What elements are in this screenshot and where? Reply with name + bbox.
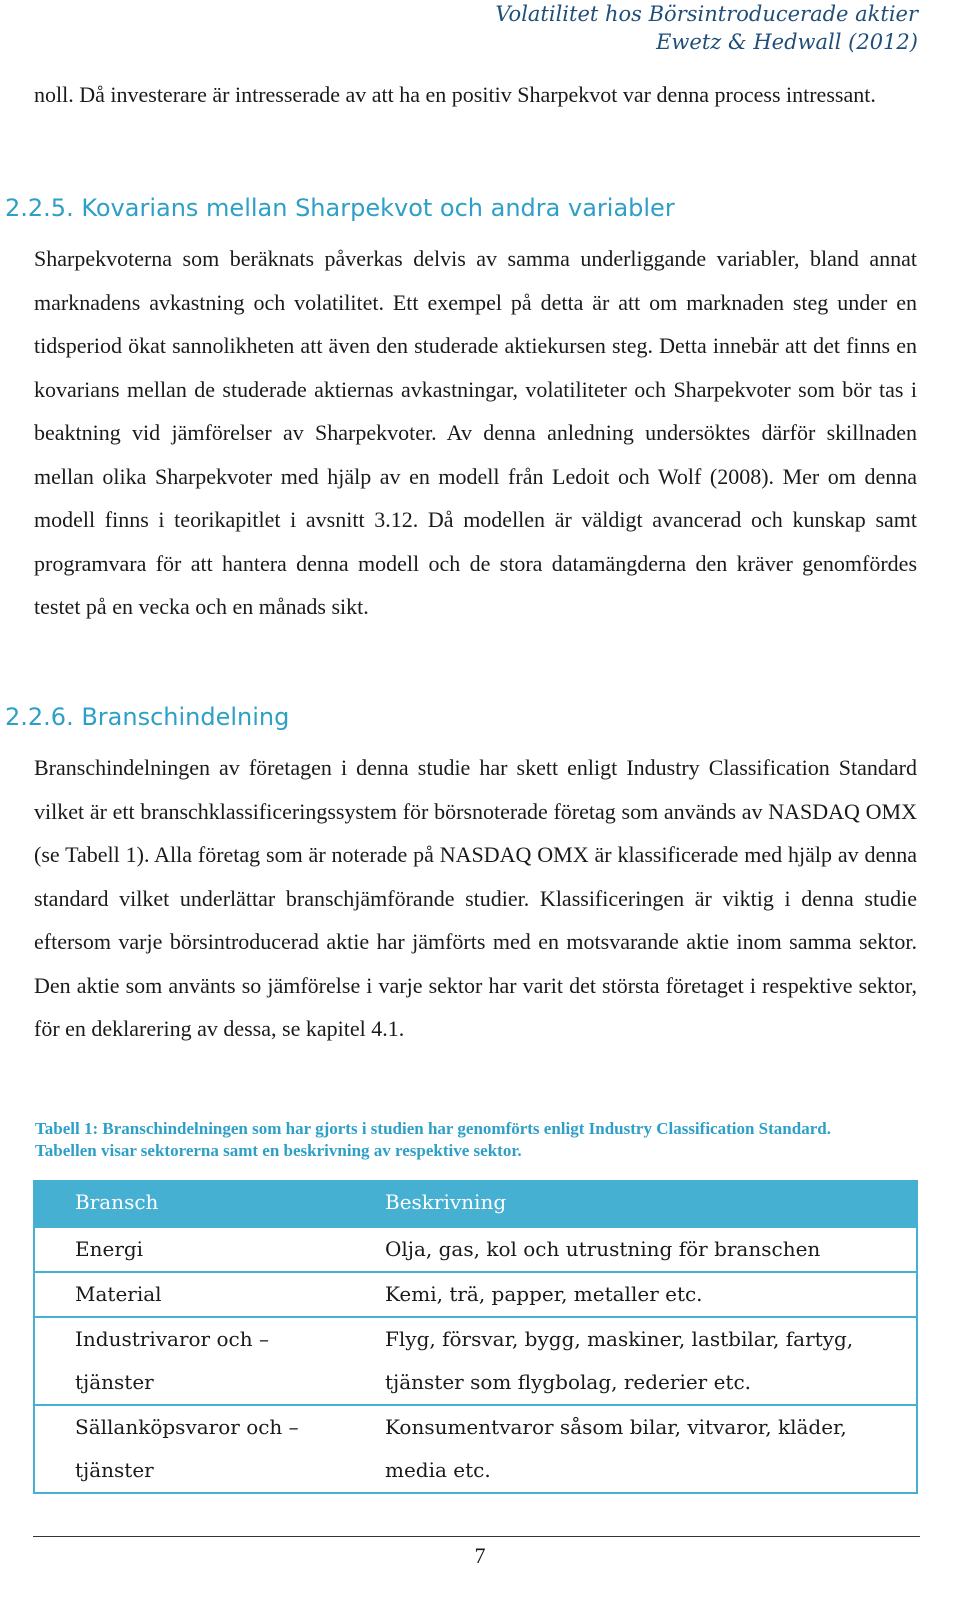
cell-text: Flyg, försvar, bygg, maskiner, lastbilar, fartyg, [385,1327,854,1351]
page-number: 7 [474,1543,486,1568]
sector-table [33,1180,918,1494]
cell-beskrivning [385,1317,917,1405]
intro-paragraph: noll. Då investerare är intresserade av att ha en positiv Sharpekvot var denna process intressant. [34,82,876,107]
cell-text: Sällanköpsvaror och – [75,1415,299,1439]
column-header-bransch: Bransch [34,1181,385,1227]
section-heading-225: 2.2.5. Kovarians mellan Sharpekvot och andra variabler [5,194,675,222]
section-226-paragraph: Branschindelningen av företagen i denna studie har skett enligt Industry Classification Standard vilket är ett branschklassificeringssystem för börsnoterade företag som används av NASDAQ OMX (se Tabell 1). Alla företag som är noterade på NASDAQ OMX är klassificerade med hjälp av denna standard vilket underlättar branschjämförande studier. Klassificeringen är viktig i denna studie eftersom varje börsintroducerad aktie har jämförts med en motsvarande aktie inom samma sektor. Den aktie som använts so jämförelse i varje sektor har varit det största företaget i respektive sektor, för en deklarering av dessa, se kapitel 4.1. [34,755,917,1041]
cell-text: Industrivaror och – [75,1327,269,1351]
cell-bransch [34,1227,385,1272]
table-row [34,1227,917,1272]
section-225-paragraph: Sharpekvoterna som beräknats påverkas delvis av samma underliggande variabler, bland annat marknadens avkastning och volatilitet. Ett exempel på detta är att om marknaden steg under en tidsperiod ökat sannolikheten att även den studerade aktiekursen steg. Detta innebär att det finns en kovarians mellan de studerade aktiernas avkastningar, volatiliteter och Sharpekvoter som bör tas i beaktning vid jämförelser av Sharpekvoter. Av denna anledning undersöktes därför skillnaden mellan olika Sharpekvoter med hjälp av en modell från Ledoit och Wolf (2008). Mer om denna modell finns i teorikapitlet i avsnitt 3.12. Då modellen är väldigt avancerad och kunskap samt programvara för att hantera denna modell och de stora datamängderna den kräver genomfördes testet på en vecka och en månads sikt. [34,246,917,619]
cell-text: Konsumentvaror såsom bilar, vitvaror, kläder, [385,1415,847,1439]
header-title: Volatilitet hos Börsintroducerade aktier [495,2,918,26]
table-row [34,1317,917,1405]
table-row [34,1272,917,1317]
header-authors: Ewetz & Hedwall (2012) [656,30,918,54]
table-header-row [34,1181,917,1227]
cell-text: tjänster som flygbolag, rederier etc. [385,1370,752,1394]
footer-divider [33,1536,920,1537]
table-row [34,1405,917,1493]
cell-beskrivning [385,1272,917,1317]
cell-bransch [34,1405,385,1493]
section-heading-226: 2.2.6. Branschindelning [5,703,290,731]
cell-beskrivning [385,1227,917,1272]
cell-text: tjänster [75,1458,154,1482]
cell-text: Material [75,1282,162,1306]
cell-text: Kemi, trä, papper, metaller etc. [385,1282,703,1306]
table-caption [35,1118,920,1162]
cell-text: Olja, gas, kol och utrustning för branschen [385,1237,821,1261]
cell-text: Energi [75,1237,144,1261]
running-header [495,0,918,56]
cell-text: tjänster [75,1370,154,1394]
cell-bransch [34,1317,385,1405]
cell-text: media etc. [385,1458,491,1482]
cell-beskrivning [385,1405,917,1493]
column-header-beskrivning: Beskrivning [385,1181,917,1227]
table-caption-line2: Tabellen visar sektorerna samt en beskrivning av respektive sektor. [35,1141,522,1160]
table-caption-line1: Tabell 1: Branschindelningen som har gjorts i studien har genomförts enligt Industry Classification Standard. [35,1119,831,1138]
cell-bransch [34,1272,385,1317]
